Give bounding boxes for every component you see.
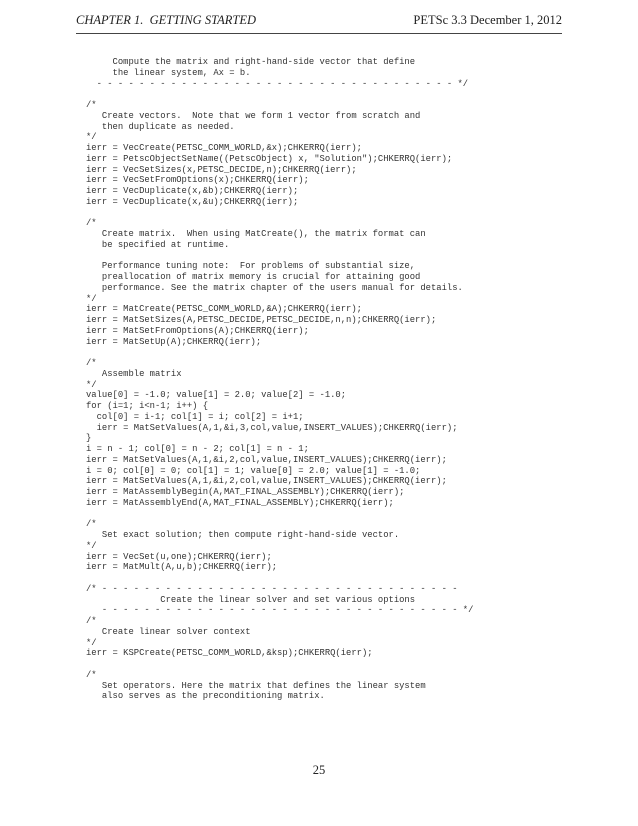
code-line: ierr = MatSetValues(A,1,&i,2,col,value,INSERT_VALUES);CHKERRQ(ierr); — [86, 454, 447, 465]
code-line: */ — [86, 132, 97, 143]
code-line: /* — [86, 519, 97, 530]
edition-label: PETSc 3.3 December 1, 2012 — [413, 13, 562, 27]
code-line — [86, 659, 562, 670]
code-line: the linear system, Ax = b. — [86, 67, 251, 78]
code-line: ierr = MatSetSizes(A,PETSC_DECIDE,PETSC_DECIDE,n,n);CHKERRQ(ierr); — [86, 315, 437, 325]
code-line — [86, 573, 562, 584]
code-line — [86, 251, 562, 262]
code-line: i = n - 1; col[0] = n - 2; col[1] = n - 1; — [86, 444, 309, 454]
code-line: /* — [86, 616, 97, 626]
code-line: Create vectors. Note that we form 1 vector from scratch and — [86, 110, 421, 121]
code-line: ierr = MatSetFromOptions(A);CHKERRQ(ierr); — [86, 325, 309, 336]
code-line — [86, 347, 562, 358]
code-line: /* — [86, 669, 97, 680]
code-line: then duplicate as needed. — [86, 121, 235, 132]
code-line: also serves as the preconditioning matrix. — [86, 691, 325, 702]
code-line: /* — [86, 358, 97, 368]
code-line — [86, 89, 562, 100]
running-header — [76, 13, 562, 33]
code-line: ierr = MatAssemblyBegin(A,MAT_FINAL_ASSEMBLY);CHKERRQ(ierr); — [86, 487, 405, 497]
code-line: ierr = KSPCreate(PETSC_COMM_WORLD,&ksp);CHKERRQ(ierr); — [86, 648, 373, 659]
code-line: preallocation of matrix memory is crucial for attaining good — [86, 272, 421, 282]
code-line: /* — [86, 100, 97, 110]
code-line: ierr = VecDuplicate(x,&b);CHKERRQ(ierr); — [86, 186, 299, 196]
code-line: performance. See the matrix chapter of the users manual for details. — [86, 282, 463, 293]
code-line: ierr = MatAssemblyEnd(A,MAT_FINAL_ASSEMBLY);CHKERRQ(ierr); — [86, 497, 394, 508]
code-line: ierr = VecSetFromOptions(x);CHKERRQ(ierr); — [86, 175, 309, 186]
code-listing — [86, 57, 562, 702]
code-line: for (i=1; i<n-1; i++) { — [86, 401, 209, 411]
code-line: ierr = VecSetSizes(x,PETSC_DECIDE,n);CHKERRQ(ierr); — [86, 164, 357, 175]
code-line: } — [86, 433, 92, 444]
code-line: Create the linear solver and set various options — [86, 594, 416, 605]
code-line: */ — [86, 540, 97, 551]
code-line: Set exact solution; then compute right-hand-side vector. — [86, 530, 400, 540]
code-line: ierr = VecCreate(PETSC_COMM_WORLD,&x);CHKERRQ(ierr); — [86, 143, 362, 153]
code-line: ierr = VecSet(u,one);CHKERRQ(ierr); — [86, 551, 272, 562]
code-line: Compute the matrix and right-hand-side vector that define — [86, 57, 416, 67]
code-line: Create linear solver context — [86, 626, 251, 637]
code-line: ierr = MatSetValues(A,1,&i,2,col,value,INSERT_VALUES);CHKERRQ(ierr); — [86, 476, 447, 487]
code-line: /* — [86, 218, 97, 229]
code-line: - - - - - - - - - - - - - - - - - - - - - - - - - - - - - - - - - - */ — [86, 605, 474, 616]
code-line: ierr = VecDuplicate(x,&u);CHKERRQ(ierr); — [86, 196, 299, 207]
code-line: /* - - - - - - - - - - - - - - - - - - - - - - - - - - - - - - - - - - — [86, 583, 458, 594]
page-number: 25 — [312, 763, 326, 777]
chapter-title: CHAPTER 1. GETTING STARTED — [76, 13, 256, 27]
code-line: */ — [86, 293, 97, 304]
code-line: col[0] = i-1; col[1] = i; col[2] = i+1; — [86, 411, 304, 422]
code-line — [86, 208, 562, 219]
header-rule — [76, 33, 562, 34]
code-line: ierr = MatCreate(PETSC_COMM_WORLD,&A);CHKERRQ(ierr); — [86, 304, 362, 315]
code-line: Assemble matrix — [86, 368, 182, 379]
code-line: ierr = PetscObjectSetName((PetscObject) x, "Solution");CHKERRQ(ierr); — [86, 153, 453, 164]
code-line: ierr = MatSetValues(A,1,&i,3,col,value,INSERT_VALUES);CHKERRQ(ierr); — [86, 422, 458, 433]
code-line: Performance tuning note: For problems of substantial size, — [86, 261, 416, 272]
code-line: be specified at runtime. — [86, 239, 230, 250]
code-line: i = 0; col[0] = 0; col[1] = 1; value[0] = 2.0; value[1] = -1.0; — [86, 465, 421, 476]
code-line: Create matrix. When using MatCreate(), the matrix format can — [86, 229, 426, 239]
code-line: */ — [86, 637, 97, 648]
code-line: */ — [86, 379, 97, 390]
code-line: value[0] = -1.0; value[1] = 2.0; value[2] = -1.0; — [86, 390, 347, 401]
code-line: - - - - - - - - - - - - - - - - - - - - - - - - - - - - - - - - - - */ — [86, 78, 469, 89]
code-line: Set operators. Here the matrix that defines the linear system — [86, 680, 426, 691]
code-line — [86, 509, 562, 520]
code-line: ierr = MatSetUp(A);CHKERRQ(ierr); — [86, 336, 262, 347]
code-line: ierr = MatMult(A,u,b);CHKERRQ(ierr); — [86, 562, 278, 573]
